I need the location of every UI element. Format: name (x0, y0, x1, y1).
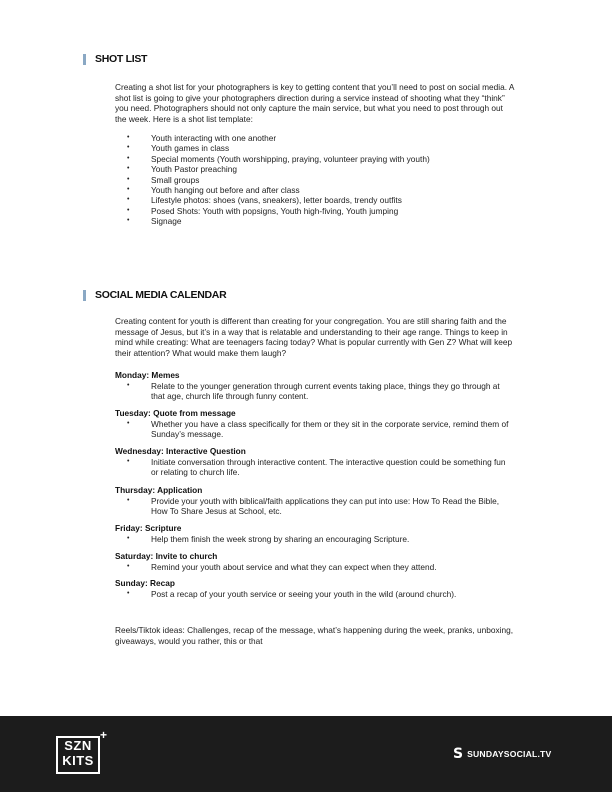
shot-list-intro: Creating a shot list for your photographers is key to getting content that you’ll need to post on social media. A shot list is going to give your photographers direction during a service instead of shooting what they “think” you need. Photographers should not only capture the main service, but what you need to post through out the week. Here is a shot list template: (115, 82, 514, 124)
list-item: • Youth hanging out before and after class (127, 185, 430, 195)
social-calendar-title: SOCIAL MEDIA CALENDAR (95, 289, 227, 301)
szn-kits-logo (56, 728, 107, 774)
list-item: • Youth interacting with one another (127, 133, 430, 143)
day-title: Thursday: Application (115, 485, 203, 495)
day-item: • Post a recap of your youth service or seeing your youth in the wild (around church). (115, 589, 515, 600)
shot-list-title: SHOT LIST (95, 53, 148, 65)
brand-url: SUNDAYSOCIAL.TV (467, 749, 552, 759)
heading-accent-bar (83, 54, 86, 65)
list-item: • Special moments (Youth worshipping, praying, volunteer praying with youth) (127, 154, 430, 164)
list-item: • Posed Shots: Youth with popsigns, Youth high-fiving, Youth jumping (127, 206, 430, 216)
day-item: • Remind your youth about service and what they can expect when they attend. (115, 562, 515, 573)
list-item: • Lifestyle photos: shoes (vans, sneakers), letter boards, trendy outfits (127, 195, 430, 205)
list-item: • Small groups (127, 175, 430, 185)
day-item: • Relate to the younger generation through current events taking place, things they go through at that age, church life through funny content. (115, 381, 515, 402)
calendar-day-saturday (115, 551, 515, 572)
shot-list (127, 133, 430, 227)
logo-line-1: SZN (64, 738, 92, 753)
list-item: • Signage (127, 216, 430, 226)
list-item: • Youth Pastor preaching (127, 164, 430, 174)
day-title: Saturday: Invite to church (115, 551, 218, 561)
day-title: Friday: Scripture (115, 523, 182, 533)
day-title: Tuesday: Quote from message (115, 408, 236, 418)
day-item: • Whether you have a class specifically for them or they sit in the corporate service, remind them of Sunday’s message. (115, 419, 515, 440)
sunday-social-brand (453, 746, 551, 762)
calendar-day-wednesday (115, 446, 515, 478)
shot-list-heading (83, 53, 147, 65)
reels-ideas: Reels/Tiktok ideas: Challenges, recap of the message, what’s happening during the week, pranks, unboxing, giveaways, would you rather, this or that (115, 625, 514, 646)
day-title: Wednesday: Interactive Question (115, 446, 246, 456)
calendar-day-monday (115, 370, 515, 402)
day-title: Monday: Memes (115, 370, 180, 380)
list-item: • Youth games in class (127, 143, 430, 153)
sunday-social-s-icon: S (453, 746, 464, 762)
calendar-day-friday (115, 523, 515, 544)
day-item: • Provide your youth with biblical/faith applications they can put into use: How To Read the Bible, How To Share Jesus at School, etc. (115, 496, 515, 517)
calendar-day-tuesday (115, 408, 515, 440)
logo-line-2: KITS (62, 753, 94, 768)
plus-icon: + (99, 728, 107, 742)
calendar-day-sunday (115, 578, 515, 599)
calendar-day-thursday (115, 485, 515, 517)
day-item: • Help them finish the week strong by sharing an encouraging Scripture. (115, 534, 515, 545)
heading-accent-bar (83, 290, 86, 301)
day-item: • Initiate conversation through interactive content. The interactive question could be something fun or relating to church life. (115, 457, 515, 478)
day-title: Sunday: Recap (115, 578, 175, 588)
social-calendar-intro: Creating content for youth is different than creating for your congregation. You are still sharing faith and the message of Jesus, but it’s in a way that is relatable and understanding to their age range. Things to keep in mind while creating: What are teenagers facing today? What is popular currently with Gen Z? What will keep their attention? What would make them laugh? (115, 316, 513, 358)
social-calendar-heading (83, 289, 226, 301)
